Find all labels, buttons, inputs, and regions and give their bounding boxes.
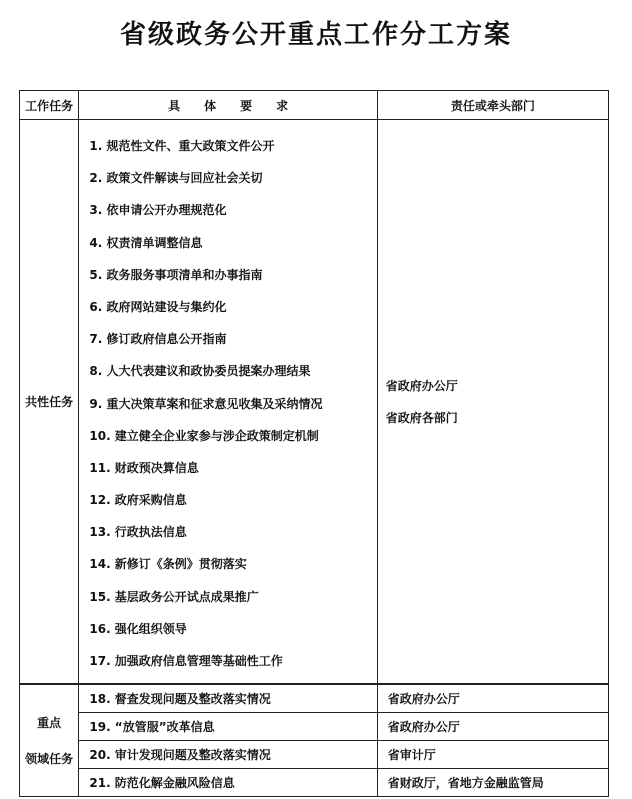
key-category-line2: 领域任务	[25, 751, 74, 766]
common-task-item: 3. 依申请公开办理规范化	[89, 203, 227, 218]
common-task-row	[20, 120, 609, 685]
common-task-item: 8. 人大代表建议和政协委员提案办理结果	[89, 364, 311, 379]
page-title: 省级政务公开重点工作分工方案	[119, 20, 512, 50]
common-dept-list	[378, 370, 608, 434]
common-task-item: 12. 政府采购信息	[89, 493, 187, 508]
common-task-item: 13. 行政执法信息	[89, 525, 187, 540]
common-category: 共性任务	[20, 120, 79, 685]
key-dept: 省政府办公厅	[377, 684, 608, 713]
common-task-item: 16. 强化组织领导	[89, 621, 187, 636]
common-dept-cell	[377, 120, 608, 685]
key-category-line1: 重点	[37, 715, 62, 730]
common-task-list	[79, 120, 376, 683]
common-task-item: 9. 重大决策草案和征求意见收集及采纳情况	[89, 396, 323, 411]
common-task-item: 14. 新修订《条例》贯彻落实	[89, 557, 247, 572]
division-table	[19, 90, 609, 797]
key-task-row	[20, 713, 609, 741]
key-dept: 省政府办公厅	[377, 713, 608, 741]
common-task-item: 17. 加强政府信息管理等基础性工作	[89, 654, 283, 668]
common-task-item: 6. 政府网站建设与集约化	[89, 299, 227, 314]
common-task-item: 1. 规范性文件、重大政策文件公开	[89, 139, 275, 153]
key-task-row	[20, 741, 609, 769]
common-task-item: 5. 政务服务事项清单和办事指南	[89, 267, 263, 282]
key-task-row	[20, 684, 609, 713]
common-task-item: 4. 权责清单调整信息	[89, 235, 203, 250]
common-task-item: 7. 修订政府信息公开指南	[89, 332, 227, 347]
key-dept: 省审计厅	[377, 741, 608, 769]
table-header-row	[20, 91, 609, 120]
header-work-task: 工作任务	[20, 91, 79, 120]
key-task: 18. 督查发现问题及整改落实情况	[79, 684, 377, 713]
key-task: 20. 审计发现问题及整改落实情况	[79, 741, 377, 769]
common-task-cell	[79, 120, 377, 685]
header-requirements: 具 体 要 求	[79, 91, 377, 120]
key-dept: 省财政厅，省地方金融监管局	[377, 769, 608, 797]
key-task-row	[20, 769, 609, 797]
dept-item: 省政府各部门	[385, 410, 458, 425]
dept-item: 省政府办公厅	[385, 378, 458, 393]
key-task: 19. “放管服”改革信息	[79, 713, 377, 741]
common-task-item: 10. 建立健全企业家参与涉企政策制定机制	[89, 428, 319, 443]
key-category	[20, 684, 79, 797]
common-task-item: 2. 政策文件解读与回应社会关切	[89, 171, 263, 186]
key-task: 21. 防范化解金融风险信息	[79, 769, 377, 797]
header-department: 责任或牵头部门	[377, 91, 608, 120]
common-task-item: 15. 基层政务公开试点成果推广	[89, 589, 259, 604]
common-task-item: 11. 财政预决算信息	[89, 460, 199, 475]
